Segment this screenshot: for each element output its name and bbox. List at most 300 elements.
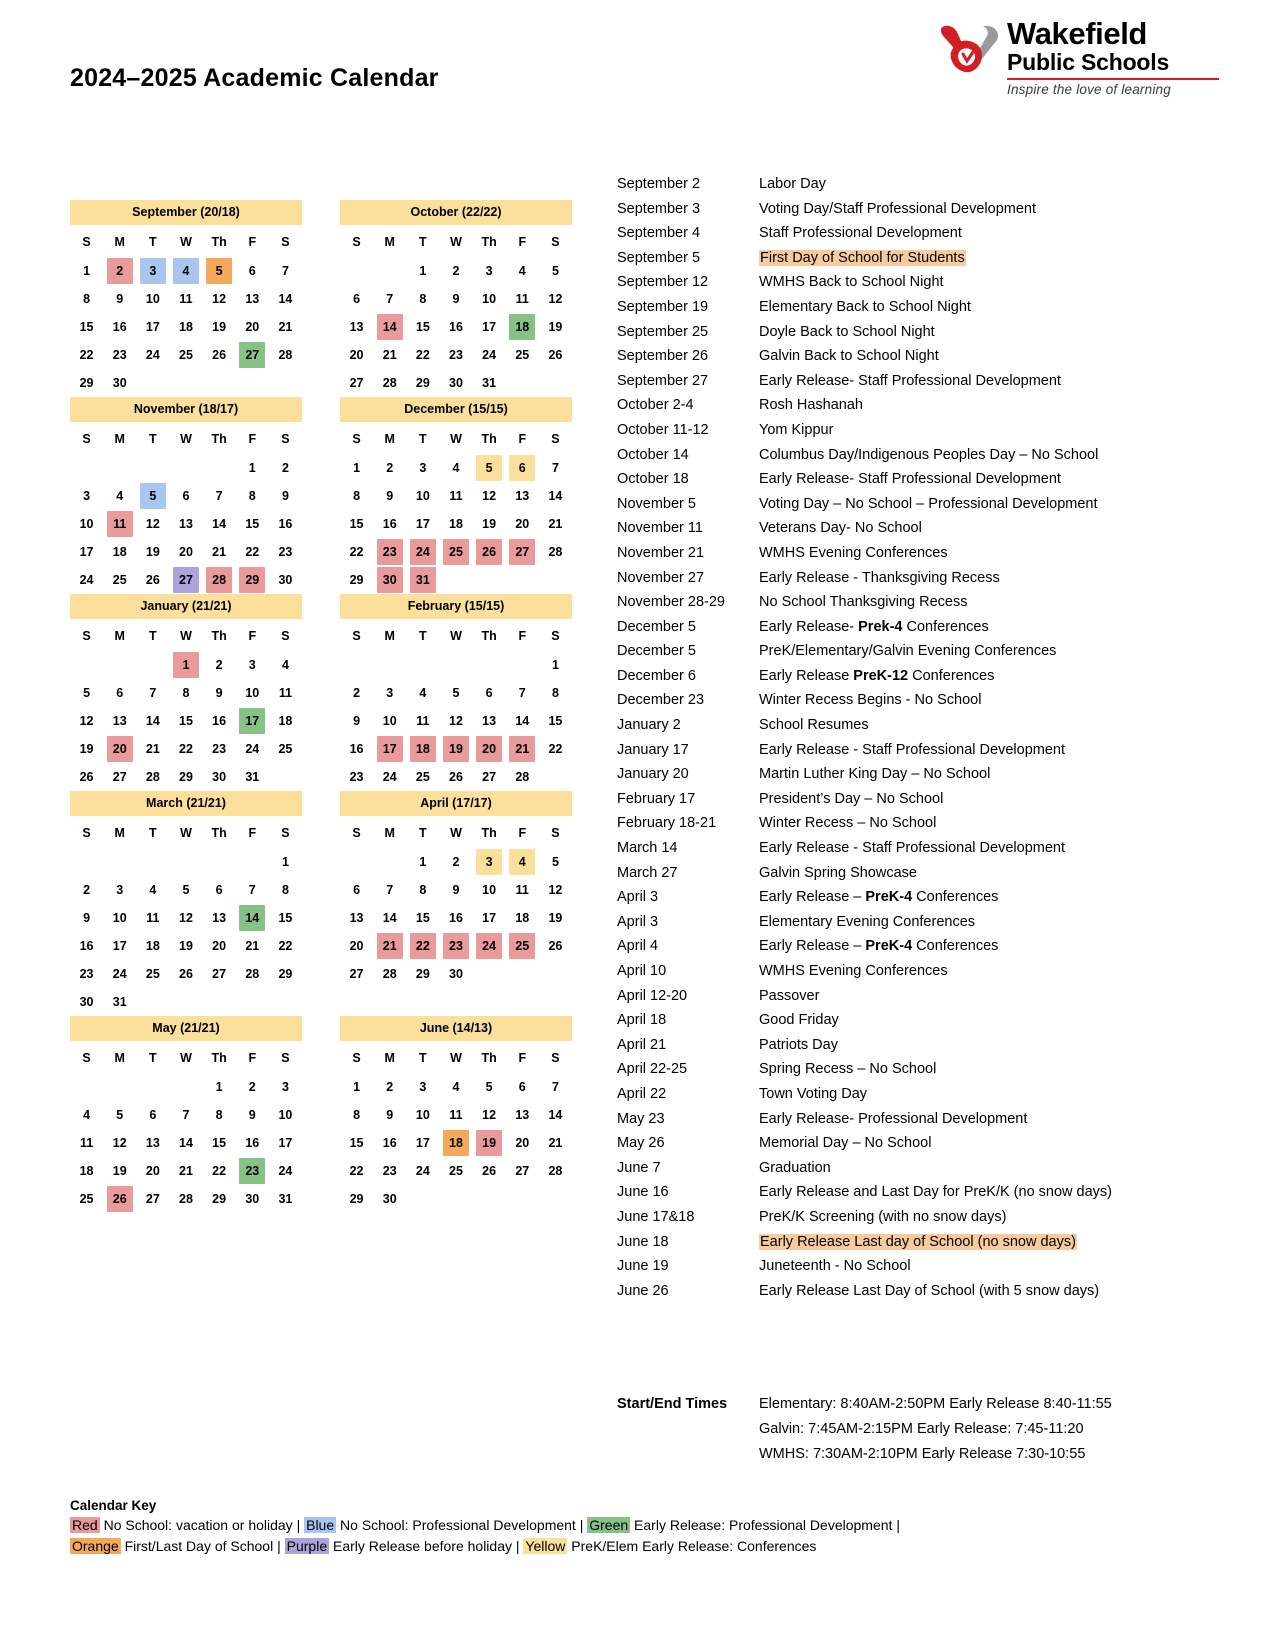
day-cell-wrapper (103, 313, 136, 341)
weekday-header: M (114, 629, 125, 643)
week-row (340, 735, 572, 763)
day-cell-highlight-red: 27 (509, 539, 535, 565)
event-description: WMHS Back to School Night (759, 274, 944, 291)
day-cell-wrapper (203, 566, 236, 594)
day-cell: 11 (146, 911, 160, 925)
event-row (617, 984, 1217, 1009)
day-cell-wrapper (439, 735, 472, 763)
weekday-header: F (518, 629, 527, 643)
day-cell: 2 (248, 1080, 256, 1094)
day-cell-wrapper (70, 482, 103, 510)
key-label: No School: Professional Development (336, 1517, 580, 1533)
weekday-header: F (248, 629, 257, 643)
day-cell-wrapper (406, 482, 439, 510)
weekday-header: S (551, 826, 560, 840)
day-cell-wrapper (136, 763, 169, 791)
month-row (70, 397, 575, 594)
weekday-header: S (82, 629, 91, 643)
empty-day-cell (136, 848, 169, 876)
day-cell: 21 (179, 1164, 193, 1178)
day-cell-wrapper (136, 1157, 169, 1185)
day-cell-wrapper (373, 454, 406, 482)
weekday-header: M (114, 826, 125, 840)
day-cell-wrapper (103, 960, 136, 988)
day-cell: 27 (212, 967, 227, 981)
day-cell-wrapper (70, 1157, 103, 1185)
weekday-header: T (419, 432, 427, 446)
day-cell-wrapper (473, 538, 506, 566)
day-cell-wrapper (103, 285, 136, 313)
event-description: Elementary Back to School Night (759, 298, 971, 315)
day-cell: 10 (278, 1108, 293, 1122)
weekday-header: W (180, 826, 192, 840)
event-row (617, 344, 1217, 369)
day-cell: 10 (382, 714, 397, 728)
day-cell: 25 (179, 348, 193, 362)
logo-line-1: Wakefield (1007, 16, 1147, 51)
key-swatch-orange: Orange (72, 1538, 119, 1554)
day-cell-wrapper (203, 482, 236, 510)
day-cell: 7 (182, 1108, 190, 1122)
week-row (70, 1073, 302, 1101)
week-row (340, 285, 572, 313)
day-cell: 4 (149, 883, 157, 897)
event-date: September 4 (617, 225, 701, 242)
day-cell-wrapper (539, 848, 572, 876)
day-cell-wrapper (340, 313, 373, 341)
day-cell: 10 (112, 911, 127, 925)
empty-day-cell (506, 1185, 539, 1213)
day-cell-wrapper (236, 566, 269, 594)
event-date: June 7 (617, 1159, 661, 1176)
day-cell: 18 (278, 714, 293, 728)
day-cell-wrapper (506, 763, 539, 791)
day-cell: 14 (145, 714, 160, 728)
day-cell-wrapper (269, 566, 302, 594)
day-cell: 6 (182, 489, 190, 503)
day-cell: 3 (116, 883, 124, 897)
day-cell-wrapper (70, 932, 103, 960)
day-cell-highlight-red: 17 (377, 736, 403, 762)
event-description: Early Release – PreK-4 Conferences (759, 889, 999, 906)
week-row (340, 904, 572, 932)
month-table (70, 424, 302, 594)
day-cell-wrapper (439, 510, 472, 538)
weekday-header: S (281, 235, 290, 249)
month-table (340, 1043, 572, 1213)
day-cell-wrapper (439, 1157, 472, 1185)
month-title: November (18/17) (70, 397, 302, 422)
day-cell: 12 (548, 883, 563, 897)
day-cell-wrapper (236, 904, 269, 932)
week-row (340, 651, 572, 679)
day-cell: 27 (145, 1192, 160, 1206)
weekday-header: F (248, 826, 257, 840)
day-cell-highlight-red: 23 (377, 539, 403, 565)
day-cell-wrapper (406, 932, 439, 960)
times-value: Elementary: 8:40AM-2:50PM Early Release 8:40-11:55 (759, 1396, 1112, 1412)
month-title: June (14/13) (340, 1016, 572, 1041)
day-cell: 7 (518, 686, 526, 700)
day-cell-wrapper (203, 651, 236, 679)
day-cell: 27 (349, 376, 364, 390)
empty-day-cell (169, 369, 202, 397)
day-cell-wrapper (169, 1129, 202, 1157)
day-cell: 15 (349, 517, 364, 531)
week-row (340, 707, 572, 735)
month-title: September (20/18) (70, 200, 302, 225)
day-cell-wrapper (103, 932, 136, 960)
day-cell: 10 (482, 883, 497, 897)
event-row (617, 738, 1217, 763)
day-cell: 12 (482, 1108, 497, 1122)
day-cell: 5 (452, 686, 460, 700)
key-label: No School: vacation or holiday (99, 1517, 297, 1533)
week-row (340, 454, 572, 482)
event-description: No School Thanksgiving Recess (759, 594, 968, 611)
weekday-header: W (180, 1051, 192, 1065)
month-calendar (340, 397, 572, 594)
start-end-times-label: Start/End Times (617, 1396, 728, 1412)
week-row (70, 510, 302, 538)
day-cell-wrapper (136, 1101, 169, 1129)
month-grid-container (70, 200, 575, 1213)
key-label: Early Release before holiday (329, 1538, 516, 1554)
empty-day-cell (373, 848, 406, 876)
day-cell: 12 (548, 292, 563, 306)
day-cell-wrapper (236, 1101, 269, 1129)
event-date: April 12-20 (617, 987, 688, 1004)
day-cell: 12 (79, 714, 94, 728)
day-cell-wrapper (539, 1101, 572, 1129)
event-date: April 10 (617, 963, 667, 979)
day-cell-wrapper (373, 932, 406, 960)
empty-day-cell (340, 651, 373, 679)
day-cell-wrapper (373, 679, 406, 707)
day-cell: 28 (548, 1164, 563, 1178)
empty-day-cell (539, 960, 572, 988)
week-row (340, 679, 572, 707)
day-cell-wrapper (439, 1073, 472, 1101)
day-cell-wrapper (340, 566, 373, 594)
day-cell: 16 (349, 742, 364, 756)
day-cell: 10 (245, 686, 260, 700)
day-cell-wrapper (506, 482, 539, 510)
day-cell-wrapper (70, 707, 103, 735)
month-table (70, 227, 302, 397)
event-row (617, 1230, 1217, 1255)
event-date: September 5 (617, 249, 701, 266)
day-cell-wrapper (373, 313, 406, 341)
event-row (617, 197, 1217, 222)
day-cell-wrapper (373, 763, 406, 791)
day-cell: 29 (415, 967, 430, 981)
day-cell-wrapper (406, 510, 439, 538)
week-row (340, 369, 572, 397)
event-description: Voting Day/Staff Professional Development (759, 200, 1037, 217)
day-cell-wrapper (373, 735, 406, 763)
day-cell-wrapper (169, 510, 202, 538)
day-cell-wrapper (539, 341, 572, 369)
event-description: Town Voting Day (759, 1085, 868, 1102)
day-cell-highlight-red: 1 (173, 652, 199, 678)
day-cell-wrapper (103, 510, 136, 538)
day-cell: 7 (281, 264, 289, 278)
weekday-header: W (450, 629, 462, 643)
day-cell-wrapper (236, 285, 269, 313)
weekday-header: F (518, 432, 527, 446)
day-cell: 28 (382, 376, 397, 390)
day-cell: 2 (452, 264, 460, 278)
day-cell-wrapper (70, 369, 103, 397)
day-cell-wrapper (136, 285, 169, 313)
day-cell: 13 (515, 1108, 530, 1122)
day-cell-wrapper (136, 538, 169, 566)
weekday-header: S (82, 826, 91, 840)
day-cell-wrapper (70, 341, 103, 369)
month-calendar (70, 791, 302, 1016)
event-description: Galvin Back to School Night (759, 348, 939, 365)
day-cell: 30 (382, 1192, 397, 1206)
day-cell-wrapper (539, 538, 572, 566)
day-cell-wrapper (269, 1157, 302, 1185)
weekday-header: F (248, 432, 257, 446)
week-row (70, 538, 302, 566)
event-description: Galvin Spring Showcase (759, 864, 917, 881)
weekday-header: W (450, 235, 462, 249)
event-row (617, 418, 1217, 443)
day-cell-wrapper (236, 679, 269, 707)
day-cell-wrapper (406, 848, 439, 876)
month-calendar (70, 1016, 302, 1213)
day-cell: 13 (145, 1136, 160, 1150)
weekday-header: S (352, 629, 361, 643)
day-cell: 4 (452, 461, 460, 475)
month-calendar (340, 1016, 572, 1213)
day-cell-wrapper (136, 1129, 169, 1157)
weekday-header: F (518, 235, 527, 249)
event-description: Doyle Back to School Night (759, 323, 935, 340)
day-cell: 7 (551, 1080, 559, 1094)
day-cell-wrapper (473, 679, 506, 707)
empty-day-cell (70, 848, 103, 876)
week-row (70, 454, 302, 482)
day-cell-highlight-yellow: 6 (509, 455, 535, 481)
day-cell: 27 (482, 770, 497, 784)
weekday-header-row (70, 424, 302, 454)
empty-day-cell (539, 566, 572, 594)
day-cell-wrapper (136, 482, 169, 510)
event-row (617, 246, 1217, 271)
day-cell: 11 (449, 489, 463, 503)
day-cell: 24 (79, 573, 94, 587)
day-cell: 31 (278, 1192, 293, 1206)
day-cell: 14 (278, 292, 293, 306)
day-cell-highlight-red: 21 (509, 736, 535, 762)
day-cell-wrapper (340, 960, 373, 988)
day-cell-wrapper (203, 538, 236, 566)
day-cell-wrapper (103, 735, 136, 763)
weekday-header: T (419, 235, 427, 249)
day-cell-wrapper (103, 538, 136, 566)
weekday-header: S (82, 235, 91, 249)
day-cell-wrapper (103, 876, 136, 904)
key-label: First/Last Day of School (120, 1538, 278, 1554)
day-cell-wrapper (70, 904, 103, 932)
day-cell: 24 (145, 348, 160, 362)
day-cell-wrapper (340, 763, 373, 791)
day-cell-wrapper (203, 1101, 236, 1129)
day-cell-wrapper (439, 1129, 472, 1157)
day-cell-wrapper (406, 1157, 439, 1185)
day-cell-wrapper (506, 1101, 539, 1129)
day-cell-highlight-orange: 5 (206, 258, 232, 284)
day-cell-wrapper (506, 1129, 539, 1157)
day-cell-wrapper (103, 566, 136, 594)
day-cell-wrapper (340, 341, 373, 369)
event-row (617, 1082, 1217, 1107)
day-cell-wrapper (236, 651, 269, 679)
day-cell-wrapper (103, 369, 136, 397)
event-date: April 22-25 (617, 1061, 688, 1078)
week-row (340, 932, 572, 960)
day-cell-wrapper (506, 707, 539, 735)
day-cell-wrapper (473, 510, 506, 538)
day-cell: 31 (112, 995, 127, 1009)
weekday-header-row (340, 621, 572, 651)
day-cell: 9 (248, 1108, 256, 1122)
event-date: November 27 (617, 569, 705, 586)
day-cell: 25 (112, 573, 127, 587)
day-cell: 9 (452, 292, 460, 306)
week-row (340, 960, 572, 988)
day-cell-highlight-red: 25 (443, 539, 469, 565)
event-row (617, 664, 1217, 689)
day-cell-wrapper (373, 960, 406, 988)
event-row (617, 1205, 1217, 1230)
day-cell-wrapper (406, 1101, 439, 1129)
week-row (340, 1129, 572, 1157)
key-separator: | (277, 1538, 285, 1554)
week-row (70, 369, 302, 397)
empty-day-cell (203, 369, 236, 397)
day-cell-highlight-red: 22 (410, 933, 436, 959)
month-table (70, 621, 302, 791)
day-cell-wrapper (169, 313, 202, 341)
day-cell: 10 (415, 489, 430, 503)
event-date: December 5 (617, 643, 696, 660)
day-cell-wrapper (70, 510, 103, 538)
day-cell-highlight-green: 23 (239, 1158, 265, 1184)
day-cell-wrapper (169, 1185, 202, 1213)
day-cell-wrapper (473, 257, 506, 285)
day-cell: 22 (415, 348, 430, 362)
day-cell: 3 (419, 1080, 427, 1094)
month-row (70, 1016, 575, 1213)
week-row (340, 482, 572, 510)
week-row (70, 1101, 302, 1129)
day-cell: 28 (515, 770, 530, 784)
day-cell-wrapper (439, 538, 472, 566)
day-cell: 9 (386, 1108, 394, 1122)
day-cell-wrapper (439, 369, 472, 397)
empty-day-cell (539, 1185, 572, 1213)
weekday-header-row (340, 818, 572, 848)
day-cell: 4 (518, 264, 526, 278)
day-cell-wrapper (169, 285, 202, 313)
day-cell: 13 (179, 517, 193, 531)
empty-day-cell (506, 651, 539, 679)
empty-day-cell (136, 988, 169, 1016)
month-calendar (70, 594, 302, 791)
day-cell: 3 (485, 264, 493, 278)
empty-day-cell (539, 763, 572, 791)
event-date: February 17 (617, 790, 696, 807)
day-cell-highlight-blue: 4 (173, 258, 199, 284)
day-cell-wrapper (269, 257, 302, 285)
day-cell: 16 (382, 1136, 397, 1150)
event-row (617, 885, 1217, 910)
day-cell-wrapper (236, 763, 269, 791)
week-row (70, 257, 302, 285)
day-cell-wrapper (406, 538, 439, 566)
event-date: October 14 (617, 446, 689, 463)
week-row (340, 1101, 572, 1129)
day-cell-wrapper (236, 257, 269, 285)
weekday-header: W (450, 432, 462, 446)
day-cell-wrapper (236, 341, 269, 369)
month-table (70, 1043, 302, 1213)
month-calendar (70, 397, 302, 594)
month-table (340, 227, 572, 397)
week-row (70, 988, 302, 1016)
day-cell-highlight-red: 14 (377, 314, 403, 340)
event-date: October 2-4 (617, 397, 694, 414)
day-cell: 15 (415, 320, 430, 334)
day-cell-wrapper (473, 1073, 506, 1101)
day-cell: 29 (349, 573, 364, 587)
day-cell-wrapper (473, 876, 506, 904)
day-cell: 2 (83, 883, 91, 897)
key-swatch-green: Green (589, 1517, 629, 1533)
day-cell-wrapper (203, 1185, 236, 1213)
day-cell-wrapper (373, 707, 406, 735)
day-cell: 11 (515, 883, 529, 897)
day-cell-wrapper (439, 454, 472, 482)
day-cell: 7 (215, 489, 223, 503)
day-cell-wrapper (236, 932, 269, 960)
day-cell-wrapper (406, 313, 439, 341)
day-cell-wrapper (269, 285, 302, 313)
empty-day-cell (136, 369, 169, 397)
day-cell: 27 (112, 770, 127, 784)
day-cell-highlight-red: 31 (410, 567, 436, 593)
day-cell-wrapper (269, 1185, 302, 1213)
weekday-header: M (114, 432, 125, 446)
day-cell: 1 (419, 264, 427, 278)
day-cell: 30 (79, 995, 94, 1009)
day-cell-wrapper (203, 876, 236, 904)
month-title: March (21/21) (70, 791, 302, 816)
weekday-header: M (384, 629, 395, 643)
empty-day-cell (103, 1073, 136, 1101)
weekday-header-row (70, 621, 302, 651)
weekday-header: T (149, 432, 157, 446)
weekday-header: S (352, 235, 361, 249)
weekday-header: Th (481, 432, 497, 446)
week-row (340, 538, 572, 566)
weekday-header: T (419, 1051, 427, 1065)
